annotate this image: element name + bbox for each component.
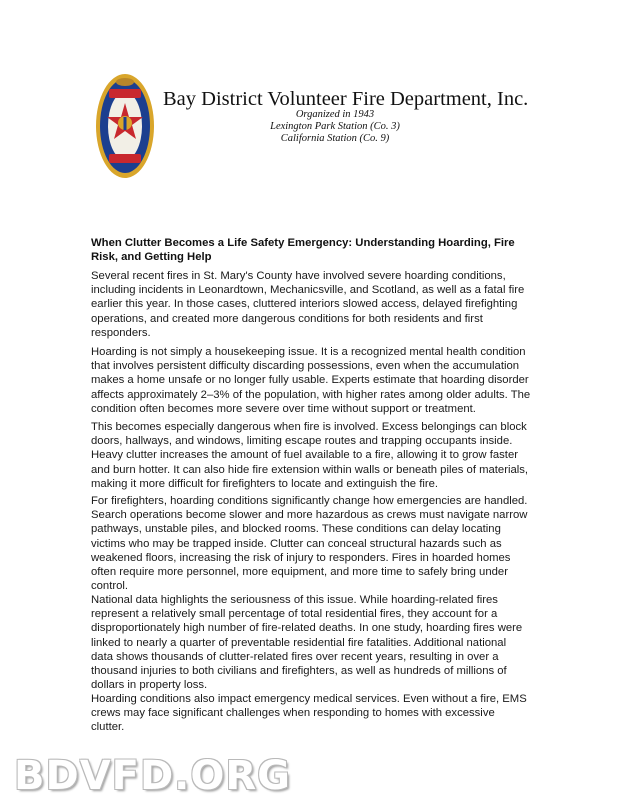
article-paragraph: For firefighters, hoarding conditions significantly change how emergencies are handled. Search operations become slower and more hazardous as crews must navigate narrow pathways, unstable piles, and blocked rooms. These conditions can delay locating victims who may be trapped inside. Clutter can conceal structural hazards such as weakened floors, increasing the risk of injury to responders. Fires in hoarded homes often require more personnel, more equipment, and more time to safely bring under control. bbox=[91, 495, 528, 593]
article-paragraph: This becomes especially dangerous when fire is involved. Excess belongings can block doors, hallways, and windows, limiting escape routes and trapping occupants inside. Heavy clutter increases the amount of fuel available to a fire, allowing it to grow faster and burn hotter. It can also hide fire extension within walls or beneath piles of materials, making it more difficult for firefighters to locate and extinguish the fire. bbox=[91, 421, 529, 490]
organization-name: Bay District Volunteer Fire Department, Inc. bbox=[163, 88, 529, 110]
organized-line: Organized in 1943 bbox=[295, 109, 375, 120]
bdvfd-badge-logo-icon bbox=[95, 73, 155, 179]
article-title: When Clutter Becomes a Life Safety Emergency: Understanding Hoarding, Fire Risk, and Getting Help bbox=[91, 237, 515, 263]
article-paragraph: Hoarding conditions also impact emergency medical services. Even without a fire, EMS crews may face significant challenges when responding to homes with excessive clutter. bbox=[91, 693, 527, 734]
site-watermark: BDVFD.ORG bbox=[14, 753, 292, 799]
organization-details bbox=[230, 109, 440, 145]
station-line: California Station (Co. 9) bbox=[280, 133, 390, 144]
station-line: Lexington Park Station (Co. 3) bbox=[270, 121, 400, 132]
article-paragraph: Several recent fires in St. Mary's County have involved severe hoarding conditions, including incidents in Leonardtown, Mechanicsville, and Scotland, as well as a fatal fire earlier this year. In those cases, cluttered interiors slowed access, delayed firefighting operations, and created more dangerous conditions for both residents and first responders. bbox=[91, 270, 525, 339]
article-paragraph: Hoarding is not simply a housekeeping issue. It is a recognized mental health condition that involves persistent difficulty discarding possessions, even when the accumulation makes a home unsafe or no longer fully usable. Experts estimate that hoarding disorder affects approximately 2–3% of the population, with higher rates among older adults. The condition often becomes more severe over time without support or treatment. bbox=[91, 346, 531, 415]
article-paragraph: National data highlights the seriousness of this issue. While hoarding-related fires represent a relatively small percentage of total residential fires, they account for a disproportionately high number of fire-related deaths. In one study, hoarding fires were linked to nearly a quarter of preventable residential fire fatalities. Additional national data shows thousands of clutter-related fires over recent years, resulting in over a thousand injuries to both civilians and firefighters, as well as hundreds of millions of dollars in property loss. bbox=[91, 594, 523, 692]
